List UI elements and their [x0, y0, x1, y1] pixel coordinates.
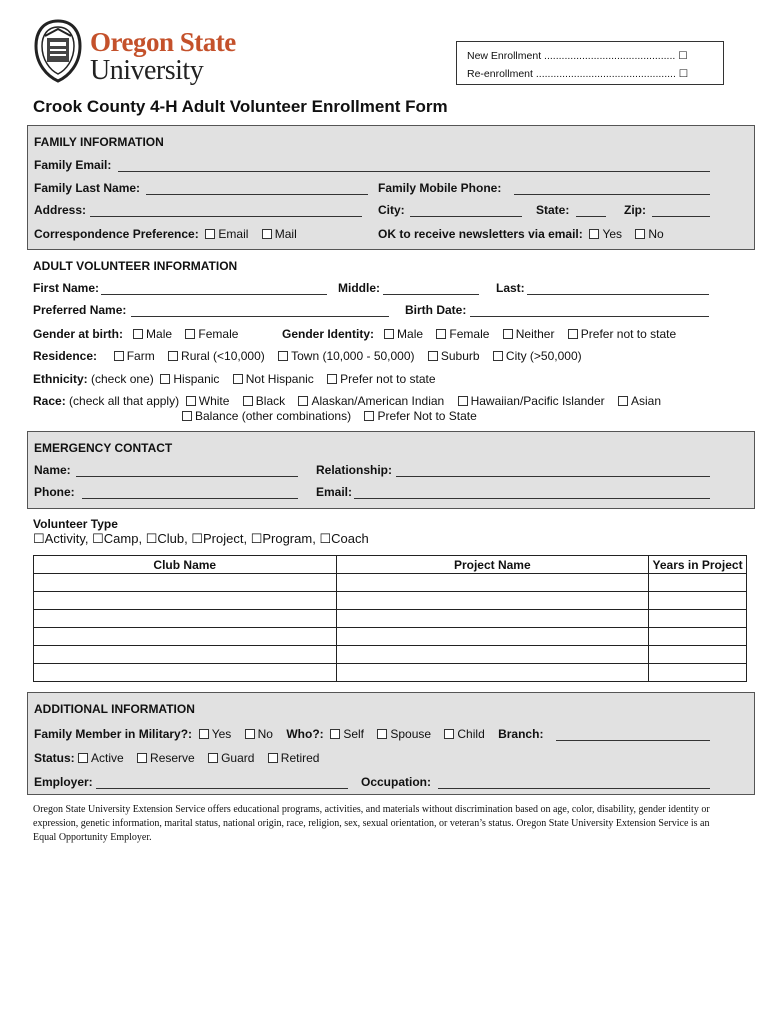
checkbox[interactable] [268, 753, 278, 763]
race-balance-option[interactable]: Balance (other combinations) [182, 409, 351, 423]
race-hawaiian-option[interactable]: Hawaiian/Pacific Islander [458, 394, 605, 408]
checkbox[interactable] [618, 396, 628, 406]
who-label: Who?: [286, 727, 324, 741]
new-enrollment-checkbox[interactable]: New Enrollment ............................................. ☐ [467, 50, 688, 62]
table-row [34, 646, 747, 664]
table-cell[interactable] [649, 646, 747, 664]
section-heading: EMERGENCY CONTACT [34, 441, 173, 455]
gender-label: Gender at birth: [33, 327, 124, 341]
club-checkbox[interactable]: ☐Club, [145, 531, 188, 546]
family-last-name-label: Family Last Name: [34, 181, 141, 195]
correspondence-row [34, 226, 307, 242]
race-black-option[interactable]: Black [243, 394, 285, 408]
who-child-option[interactable]: Child [444, 727, 484, 741]
status-retired-option[interactable]: Retired [268, 751, 320, 765]
table-cell[interactable] [649, 610, 747, 628]
address-label: Address: [34, 203, 87, 217]
checkbox[interactable] [278, 351, 288, 361]
state-field[interactable] [576, 204, 606, 217]
checkbox[interactable] [137, 753, 147, 763]
emergency-email-label: Email: [316, 485, 353, 499]
military-label: Family Member in Military?: [34, 727, 193, 741]
table-cell[interactable] [649, 592, 747, 610]
table-cell[interactable] [336, 592, 649, 610]
checkbox[interactable] [635, 229, 645, 239]
occupation-field[interactable] [438, 776, 710, 789]
zip-field[interactable] [652, 204, 710, 217]
birth-date-label: Birth Date: [405, 303, 467, 317]
checkbox[interactable] [444, 729, 454, 739]
column-header: Club Name [34, 556, 337, 574]
family-email-label: Family Email: [34, 158, 112, 172]
checkbox[interactable] [114, 351, 124, 361]
volunteer-type-options [33, 531, 369, 547]
checkbox[interactable] [233, 374, 243, 384]
residence-town-option[interactable]: Town (10,000 - 50,000) [278, 349, 414, 363]
last-name-label: Last: [496, 281, 525, 295]
re-enrollment-checkbox[interactable]: Re-enrollment ................................................ ☐ [467, 68, 689, 80]
middle-name-field[interactable] [383, 282, 479, 295]
column-header: Years in Project [649, 556, 747, 574]
gender-female-option[interactable]: Female [185, 327, 238, 341]
employer-field[interactable] [96, 776, 348, 789]
family-mobile-field[interactable] [514, 182, 710, 195]
nondiscrimination-statement: Oregon State University Extension Service offers educational programs, activities, and materials without discrimination based on age, color, disability, gender identity or expression, genetic information, marital status, national origin, race, religion, sex, sexual orientation, or veteran’s status. Oregon State University Extension Service is an Equal Opportunity Employer. [33, 804, 710, 843]
emergency-phone-label: Phone: [34, 485, 75, 499]
status-label: Status: [34, 751, 75, 765]
ethnicity-prefer-not-option[interactable]: Prefer not to state [327, 372, 435, 386]
adult-section-heading: ADULT VOLUNTEER INFORMATION [33, 259, 238, 273]
identity-male-option[interactable]: Male [384, 327, 423, 341]
checkbox[interactable] [568, 329, 578, 339]
corr-email-option[interactable]: Email [205, 227, 248, 241]
ethnicity-not-hispanic-option[interactable]: Not Hispanic [233, 372, 314, 386]
emergency-relationship-field[interactable] [396, 464, 710, 477]
table-cell[interactable] [336, 610, 649, 628]
project-checkbox[interactable]: ☐Project, [191, 531, 248, 546]
residence-rural-option[interactable]: Rural (<10,000) [168, 349, 265, 363]
newsletter-no-option[interactable]: No [635, 227, 663, 241]
checkbox[interactable] [133, 329, 143, 339]
status-active-option[interactable]: Active [78, 751, 124, 765]
military-row [34, 726, 543, 742]
section-heading: ADDITIONAL INFORMATION [34, 702, 195, 716]
race-prefer-not-option[interactable]: Prefer Not to State [364, 409, 476, 423]
newsletter-yes-option[interactable]: Yes [589, 227, 622, 241]
table-cell[interactable] [336, 574, 649, 592]
emergency-name-field[interactable] [76, 464, 298, 477]
military-no-option[interactable]: No [245, 727, 273, 741]
checkbox[interactable] [245, 729, 255, 739]
table-row [34, 610, 747, 628]
checkbox[interactable] [364, 411, 374, 421]
camp-checkbox[interactable]: ☐Camp, [92, 531, 143, 546]
corr-mail-option[interactable]: Mail [262, 227, 297, 241]
checkbox[interactable] [160, 374, 170, 384]
gender-row [33, 326, 248, 342]
checkbox[interactable] [298, 396, 308, 406]
occupation-label: Occupation: [361, 775, 432, 789]
identity-female-option[interactable]: Female [436, 327, 489, 341]
logo-wordmark-line1: Oregon State [90, 27, 236, 57]
table-cell[interactable] [649, 628, 747, 646]
section-heading: FAMILY INFORMATION [34, 135, 164, 149]
employer-label: Employer: [34, 775, 93, 789]
program-checkbox[interactable]: ☐Program, [250, 531, 316, 546]
table-header-row [34, 556, 747, 574]
residence-suburb-option[interactable]: Suburb [428, 349, 480, 363]
table-cell[interactable] [34, 574, 337, 592]
birth-date-field[interactable] [470, 304, 709, 317]
activity-checkbox[interactable]: ☐Activity, [33, 531, 89, 546]
residence-city-option[interactable]: City (>50,000) [493, 349, 582, 363]
coach-checkbox[interactable]: ☐Coach [319, 531, 369, 546]
table-cell[interactable] [34, 664, 337, 682]
checkbox[interactable] [208, 753, 218, 763]
gender-male-option[interactable]: Male [133, 327, 172, 341]
newsletter-row [378, 226, 674, 242]
volunteer-projects-table [33, 555, 747, 682]
emergency-email-field[interactable] [354, 486, 710, 499]
address-field[interactable] [90, 204, 362, 217]
osu-seal-logo [33, 18, 83, 84]
identity-prefer-not-option[interactable]: Prefer not to state [568, 327, 676, 341]
checkbox[interactable] [243, 396, 253, 406]
table-cell[interactable] [336, 664, 649, 682]
race-label: Race: [33, 394, 66, 408]
branch-label: Branch: [498, 727, 544, 741]
ethnicity-row [33, 371, 446, 387]
emergency-contact-section [27, 431, 755, 509]
family-email-field[interactable] [118, 159, 710, 172]
checkbox[interactable] [436, 329, 446, 339]
ethnicity-label: Ethnicity: [33, 372, 88, 386]
family-info-section [27, 125, 755, 250]
first-name-label: First Name: [33, 281, 100, 295]
table-row [34, 574, 747, 592]
identity-row [282, 326, 686, 342]
additional-info-section [27, 692, 755, 795]
identity-label: Gender Identity: [282, 327, 375, 341]
table-cell[interactable] [34, 610, 337, 628]
family-mobile-label: Family Mobile Phone: [378, 181, 502, 195]
identity-neither-option[interactable]: Neither [503, 327, 555, 341]
column-header: Project Name [336, 556, 649, 574]
ethnicity-hispanic-option[interactable]: Hispanic [160, 372, 219, 386]
form-title: Crook County 4-H Adult Volunteer Enrollment Form [33, 97, 448, 116]
residence-farm-option[interactable]: Farm [114, 349, 155, 363]
zip-label: Zip: [624, 203, 646, 217]
checkbox[interactable] [377, 729, 387, 739]
preferred-name-label: Preferred Name: [33, 303, 127, 317]
race-alaskan-option[interactable]: Alaskan/American Indian [298, 394, 444, 408]
checkbox[interactable] [205, 229, 215, 239]
military-yes-option[interactable]: Yes [199, 727, 232, 741]
checkbox[interactable] [330, 729, 340, 739]
checkbox[interactable] [262, 229, 272, 239]
race-note: (check all that apply) [69, 394, 180, 408]
correspondence-label: Correspondence Preference: [34, 227, 199, 241]
status-guard-option[interactable]: Guard [208, 751, 254, 765]
city-field[interactable] [410, 204, 522, 217]
checkbox[interactable] [186, 396, 196, 406]
ethnicity-note: (check one) [91, 372, 154, 386]
last-name-field[interactable] [527, 282, 709, 295]
family-last-name-field[interactable] [146, 182, 368, 195]
status-reserve-option[interactable]: Reserve [137, 751, 195, 765]
first-name-field[interactable] [101, 282, 327, 295]
logo-wordmark-line2: University [90, 55, 204, 86]
residence-row [33, 348, 592, 364]
enrollment-type-box [456, 41, 724, 85]
middle-name-label: Middle: [338, 281, 380, 295]
city-label: City: [378, 203, 405, 217]
checkbox[interactable] [327, 374, 337, 384]
preferred-name-field[interactable] [131, 304, 389, 317]
who-spouse-option[interactable]: Spouse [377, 727, 431, 741]
state-label: State: [536, 203, 570, 217]
branch-field[interactable] [556, 728, 710, 741]
table-row [34, 592, 747, 610]
checkbox[interactable] [458, 396, 468, 406]
emergency-phone-field[interactable] [82, 486, 298, 499]
checkbox[interactable] [493, 351, 503, 361]
checkbox[interactable] [199, 729, 209, 739]
who-self-option[interactable]: Self [330, 727, 364, 741]
race-row [33, 393, 671, 409]
checkbox[interactable] [589, 229, 599, 239]
checkbox[interactable] [182, 411, 192, 421]
table-row [34, 664, 747, 682]
checkbox[interactable] [78, 753, 88, 763]
residence-label: Residence: [33, 349, 98, 363]
table-cell[interactable] [34, 592, 337, 610]
checkbox[interactable] [428, 351, 438, 361]
newsletter-label: OK to receive newsletters via email: [378, 227, 583, 241]
race-row-2 [182, 408, 487, 424]
table-cell[interactable] [336, 646, 649, 664]
emergency-name-label: Name: [34, 463, 71, 477]
table-cell[interactable] [336, 628, 649, 646]
table-cell[interactable] [649, 664, 747, 682]
checkbox[interactable] [168, 351, 178, 361]
checkbox[interactable] [185, 329, 195, 339]
table-cell[interactable] [34, 628, 337, 646]
race-white-option[interactable]: White [186, 394, 230, 408]
checkbox[interactable] [503, 329, 513, 339]
volunteer-type-heading: Volunteer Type [33, 517, 118, 531]
table-cell[interactable] [649, 574, 747, 592]
table-row [34, 628, 747, 646]
checkbox[interactable] [384, 329, 394, 339]
status-row [34, 750, 329, 766]
table-cell[interactable] [34, 646, 337, 664]
emergency-relationship-label: Relationship: [316, 463, 393, 477]
race-asian-option[interactable]: Asian [618, 394, 661, 408]
